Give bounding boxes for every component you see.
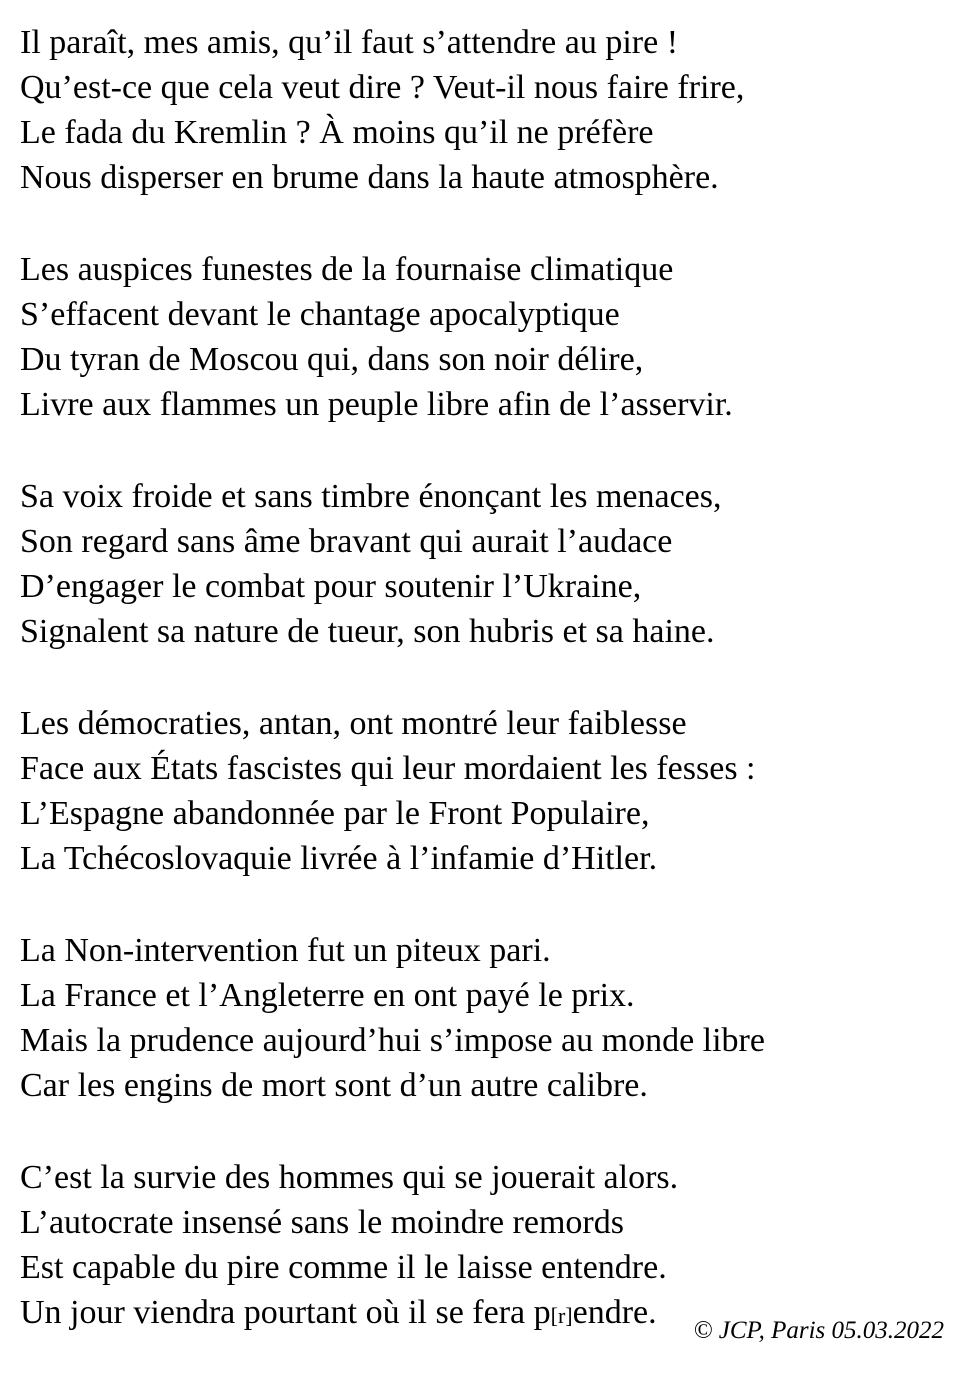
stanza-4 xyxy=(20,701,950,881)
poem-line: Face aux États fascistes qui leur mordaient les fesses : xyxy=(20,750,756,787)
poem-line: L’autocrate insensé sans le moindre remords xyxy=(20,1204,624,1241)
stanza-3 xyxy=(20,474,950,654)
poem-line: Il paraît, mes amis, qu’il faut s’attendre au pire ! xyxy=(20,24,679,61)
poem-line: La Tchécoslovaquie livrée à l’infamie d’Hitler. xyxy=(20,840,658,877)
poem-line: L’Espagne abandonnée par le Front Populaire, xyxy=(20,795,650,832)
stanza-6 xyxy=(20,1155,950,1335)
bracket-open: [ xyxy=(550,1303,558,1328)
poem-line: Son regard sans âme bravant qui aurait l’audace xyxy=(20,523,673,560)
poem-line: Le fada du Kremlin ? À moins qu’il ne préfère xyxy=(20,114,654,151)
poem-line: La France et l’Angleterre en ont payé le prix. xyxy=(20,977,635,1014)
bracket-close: ] xyxy=(565,1303,573,1328)
poem-line: Qu’est-ce que cela veut dire ? Veut-il nous faire frire, xyxy=(20,69,745,106)
poem-line: Livre aux flammes un peuple libre afin de l’asservir. xyxy=(20,386,733,423)
poem-line: C’est la survie des hommes qui se jouerait alors. xyxy=(20,1159,679,1196)
poem-line: Les démocraties, antan, ont montré leur faiblesse xyxy=(20,705,687,742)
poem-line: Nous disperser en brume dans la haute atmosphère. xyxy=(20,159,719,196)
poem-line: Sa voix froide et sans timbre énonçant les menaces, xyxy=(20,478,722,515)
inserted-letter: r xyxy=(557,1303,566,1328)
stanza-5 xyxy=(20,928,950,1108)
poem-line: La Non-intervention fut un piteux pari. xyxy=(20,932,551,969)
poem-line: Signalent sa nature de tueur, son hubris et sa haine. xyxy=(20,613,715,650)
poem-line: Est capable du pire comme il le laisse entendre. xyxy=(20,1249,667,1286)
stanza-1 xyxy=(20,20,950,200)
last-line-end: endre. xyxy=(572,1294,657,1331)
poem-line: Les auspices funestes de la fournaise climatique xyxy=(20,251,674,288)
poem-line: Du tyran de Moscou qui, dans son noir délire, xyxy=(20,341,644,378)
poem-line: Car les engins de mort sont d’un autre calibre. xyxy=(20,1067,648,1104)
poem-line: S’effacent devant le chantage apocalyptique xyxy=(20,296,620,333)
poem xyxy=(20,20,950,1382)
stanza-2 xyxy=(20,247,950,427)
last-line-start: Un jour viendra pourtant où il se fera p xyxy=(20,1294,551,1331)
poem-line: D’engager le combat pour soutenir l’Ukraine, xyxy=(20,568,642,605)
poem-line: Mais la prudence aujourd’hui s’impose au monde libre xyxy=(20,1022,765,1059)
signature: © JCP, Paris 05.03.2022 xyxy=(693,1317,944,1344)
